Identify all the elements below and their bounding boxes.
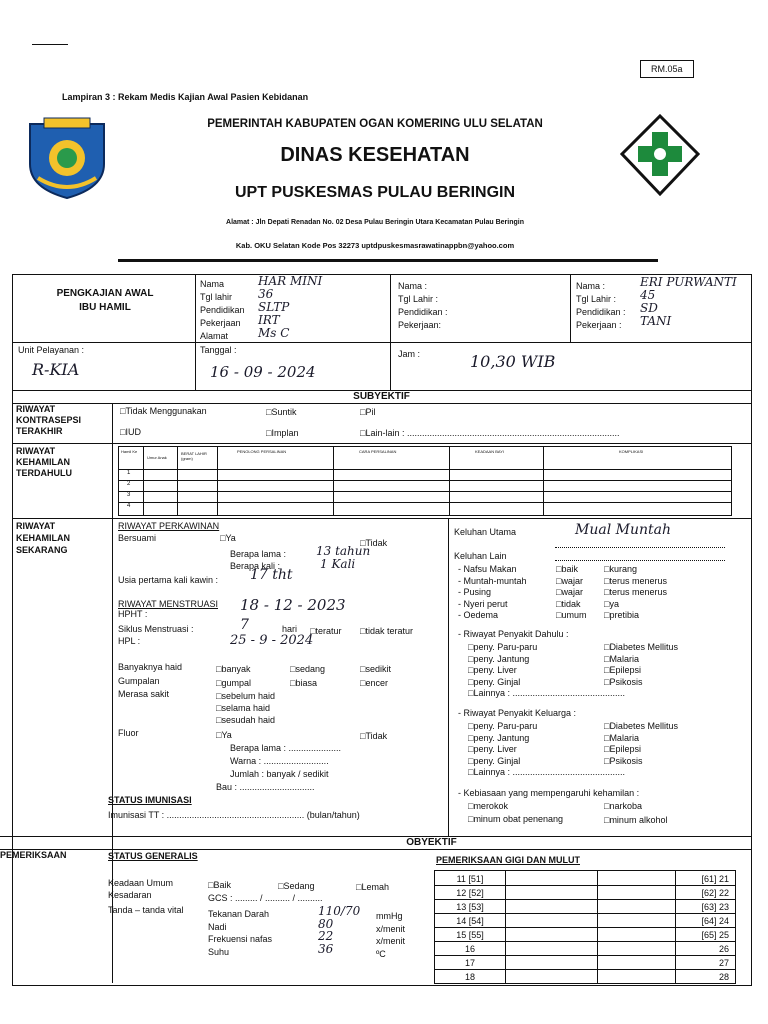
- ttv-labels: Tekanan Darah Nadi Frekuensi nafas Suhu: [208, 909, 273, 957]
- sesudah-haid[interactable]: □ sesudah haid: [216, 715, 275, 725]
- bersuami-ya[interactable]: □ Ya: [220, 533, 236, 543]
- suami-empty-labels: Nama : Tgl Lahir : Pendidikan : Pekerjaan:: [398, 281, 448, 330]
- opt-pil[interactable]: □ Pil: [360, 407, 375, 417]
- kebiasaan-label: - Kebiasaan yang mempengaruhi kehamilan :: [458, 788, 640, 798]
- gcs-field: GCS : ......... / .......... / ..........: [208, 893, 323, 903]
- rpd-label: - Riwayat Penyakit Dahulu :: [458, 629, 569, 639]
- hpl-label: HPL :: [118, 636, 141, 646]
- siklus-label: Siklus Menstruasi :: [118, 624, 194, 634]
- fluor-jumlah: Jumlah : banyak / sedikit: [230, 769, 329, 779]
- gigi-table: 11 [51] 12 [52] 13 [53] 14 [54] 15 [55] 16 17 18 [61] 21 [62] 22 [63] 23 [64] 24 [65] 25 26 27 28: [434, 870, 736, 984]
- alkohol-option[interactable]: □ minum alkohol: [604, 815, 667, 825]
- selama-haid[interactable]: □ selama haid: [216, 703, 270, 713]
- address: Alamat : Jln Depati Renadan No. 02 Desa Pulau Beringin Utara Kecamatan Pulau Beringin: [226, 219, 524, 226]
- obyektif-title: OBYEKTIF: [406, 837, 457, 848]
- keluhan-items-labels: - Nafsu Makan - Muntah-muntah - Pusing - Nyeri perut - Oedema: [458, 564, 527, 620]
- opt-tidak-menggunakan[interactable]: □ Tidak Menggunakan: [120, 406, 207, 416]
- biasa-option[interactable]: □ biasa: [290, 678, 317, 688]
- tanggal-value: 16 - 09 - 2024: [210, 363, 316, 381]
- imunisasi-tt: Imunisasi TT : ....................................................... (bulan/tahun): [108, 810, 360, 820]
- district-logo: [24, 116, 110, 200]
- gov-title: PEMERINTAH KABUPATEN OGAN KOMERING ULU SELATAN: [207, 118, 543, 130]
- tidak-teratur-option[interactable]: □ tidak teratur: [360, 626, 413, 636]
- postal: Kab. OKU Selatan Kode Pos 32273 uptdpuskesmasrawatinappbn@yahoo.com: [235, 241, 515, 250]
- kesadaran-label: Kesadaran: [108, 890, 152, 900]
- pengkajian-title: PENGKAJIAN AWAL IBU HAMIL: [56, 288, 154, 313]
- tanggal-label: Tanggal :: [200, 345, 237, 355]
- keluhan-lain-label: Keluhan Lain: [454, 551, 507, 561]
- ibu-values: HAR MINI 36 SLTP IRT Ms C: [258, 274, 323, 340]
- keluhan-utama-value: Mual Muntah: [575, 522, 671, 538]
- gumpal-option[interactable]: □ gumpal: [216, 678, 251, 688]
- merasa-sakit-label: Merasa sakit: [118, 689, 170, 699]
- rpk-left[interactable]: □ peny. Paru-paru □ peny. Jantung □ peny. Liver □ peny. Ginjal □ Lainnya : .............................................: [468, 721, 625, 779]
- ttv-label: Tanda – tanda vital: [108, 905, 184, 915]
- opt-suntik[interactable]: □ Suntik: [266, 407, 296, 417]
- berapa-lama-label: Berapa lama :: [230, 549, 287, 559]
- berapa-lama-value: 13 tahun: [316, 544, 371, 558]
- imunisasi-title: STATUS IMUNISASI: [108, 795, 192, 805]
- usia-value: 17 tht: [250, 567, 293, 583]
- hpht-value: 18 - 12 - 2023: [240, 596, 346, 614]
- gigi-title: PEMERIKSAAN GIGI DAN MULUT: [436, 855, 580, 865]
- puskesmas-logo: [620, 114, 700, 196]
- rpk-label: - Riwayat Penyakit Keluarga :: [458, 708, 577, 718]
- unit-label: Unit Pelayanan :: [18, 345, 85, 355]
- merokok-option[interactable]: □ merokok: [468, 801, 508, 811]
- fluor-warna: Warna : ..........................: [230, 756, 329, 766]
- ku-sedang[interactable]: □ Sedang: [278, 881, 314, 891]
- menstruasi-title: RIWAYAT MENSTRUASI: [118, 599, 219, 609]
- suami-values: ERI PURWANTI 45 SD TANI: [640, 275, 737, 328]
- haid-banyak[interactable]: □ banyak: [216, 664, 250, 674]
- fluor-ya[interactable]: □ Ya: [216, 730, 232, 740]
- subyektif-title: SUBYEKTIF: [353, 391, 410, 402]
- ku-label: Keadaan Umum: [108, 878, 174, 888]
- rpd-left[interactable]: □ peny. Paru-paru □ peny. Jantung □ peny. Liver □ peny. Ginjal □ Lainnya : .............................................: [468, 642, 625, 700]
- teratur-option[interactable]: □ teratur: [310, 626, 341, 636]
- keluhan-items-opt2[interactable]: □ kurang □ terus menerus □ terus menerus □ ya □ pretibia: [604, 564, 667, 622]
- fluor-tidak[interactable]: □ Tidak: [360, 731, 387, 741]
- upt-title: UPT PUSKESMAS PULAU BERINGIN: [234, 184, 516, 201]
- usia-label: Usia pertama kali kawin :: [118, 575, 219, 585]
- fluor-label: Fluor: [118, 728, 139, 738]
- siklus-value: 7: [240, 617, 249, 633]
- kehamilan-dahulu-table: Hamil Ke Umur Anak BERAT LAHIR (gram) PENOLONG PERSALINAN CARA PERSALINAN KEADAAN BAYI KOMPLIKASI 1 2 3 4: [118, 446, 732, 516]
- ku-baik[interactable]: □ Baik: [208, 880, 231, 890]
- ttv-values: 110/70 80 22 36: [318, 904, 361, 956]
- rpk-right[interactable]: □ Diabetes Mellitus □ Malaria □ Epilepsi □ Psikosis: [604, 721, 678, 767]
- bersuami-label: Bersuami: [118, 533, 157, 543]
- banyak-haid-label: Banyaknya haid: [118, 662, 183, 672]
- lampiran: Lampiran 3 : Rekam Medis Kajian Awal Pasien Kebidanan: [62, 92, 309, 102]
- opt-lain[interactable]: □ Lain-lain : .....................................................................................: [360, 428, 620, 438]
- berapa-kali-label: Berapa kali :: [230, 561, 281, 571]
- encer-option[interactable]: □ encer: [360, 678, 388, 688]
- obat-penenang-option[interactable]: □ minum obat penenang: [468, 814, 563, 824]
- kehamilan-sekarang-title: RIWAYAT KEHAMILAN SEKARANG: [16, 521, 70, 555]
- sebelum-haid[interactable]: □ sebelum haid: [216, 691, 275, 701]
- opt-iud[interactable]: □ IUD: [120, 427, 141, 437]
- hari-label: hari: [282, 624, 298, 634]
- dinas-title: DINAS KESEHATAN: [280, 144, 470, 166]
- narkoba-option[interactable]: □ narkoba: [604, 801, 642, 811]
- ku-lemah[interactable]: □ Lemah: [356, 882, 389, 892]
- haid-sedang[interactable]: □ sedang: [290, 664, 325, 674]
- opt-implan[interactable]: □ Implan: [266, 428, 298, 438]
- haid-sedikit[interactable]: □ sedikit: [360, 664, 391, 674]
- ttv-units: mmHg x/menit x/menit ºC: [376, 911, 406, 959]
- gumpalan-label: Gumpalan: [118, 676, 160, 686]
- suami-labels: Nama : Tgl Lahir : Pendidikan : Pekerjaan :: [576, 281, 626, 330]
- fluor-bau: Bau : ..............................: [216, 782, 315, 792]
- keluhan-utama-label: Keluhan Utama: [454, 527, 517, 537]
- status-generalis: STATUS GENERALIS: [108, 851, 198, 861]
- fluor-lama: Berapa lama : .....................: [230, 743, 342, 753]
- perkawinan-title: RIWAYAT PERKAWINAN: [118, 521, 220, 531]
- hpht-label: HPHT :: [118, 609, 148, 619]
- ibu-labels: Nama Tgl lahir Pendidikan Pekerjaan Alamat: [200, 279, 245, 341]
- jam-label: Jam :: [398, 349, 421, 359]
- rpd-right[interactable]: □ Diabetes Mellitus □ Malaria □ Epilepsi □ Psikosis: [604, 642, 678, 688]
- jam-value: 10,30 WIB: [470, 352, 556, 371]
- hpl-value: 25 - 9 - 2024: [230, 633, 314, 648]
- berapa-kali-value: 1 Kali: [320, 557, 356, 571]
- kontrasepsi-title: RIWAYAT KONTRASEPSI TERAKHIR: [16, 404, 82, 436]
- unit-value: R-KIA: [32, 360, 80, 379]
- kehamilan-dahulu-title: RIWAYAT KEHAMILAN TERDAHULU: [16, 446, 72, 478]
- keluhan-items-opt1[interactable]: □ baik □ wajar □ wajar □ tidak □ umum: [556, 564, 586, 622]
- pemeriksaan-label: PEMERIKSAAN: [0, 850, 67, 860]
- bersuami-tidak[interactable]: □ Tidak: [360, 538, 387, 548]
- rm-code: RM.05a: [640, 60, 694, 78]
